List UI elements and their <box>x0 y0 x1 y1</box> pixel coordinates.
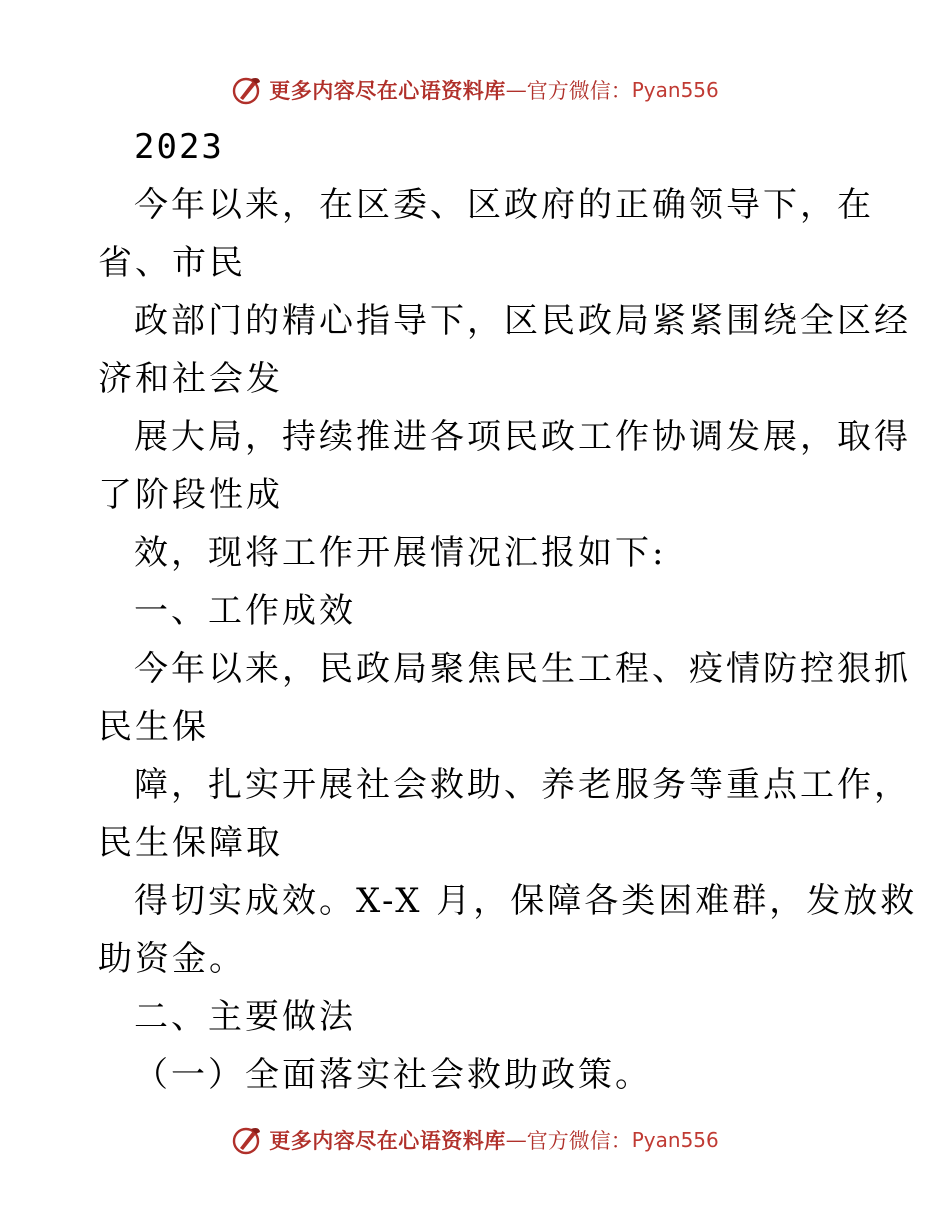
document-line: （一）全面落实社会救助政策。 <box>134 1055 652 1095</box>
document-line: 障，扎实开展社会救助、养老服务等重点工作， <box>134 765 911 805</box>
footer-watermark-banner <box>0 1120 950 1160</box>
document-line: 助资金。 <box>98 939 246 979</box>
document-line: 政部门的精心指导下，区民政局紧紧围绕全区经 <box>134 301 911 341</box>
banner-wechat-handle: Pyan556 <box>631 1128 719 1152</box>
document-line: 展大局，持续推进各项民政工作协调发展，取得 <box>134 417 911 457</box>
banner-separator: — <box>505 1128 527 1152</box>
document-line: 今年以来，在区委、区政府的正确领导下，在 <box>134 185 874 225</box>
quill-circle-icon <box>231 74 263 106</box>
document-line: 民生保障取 <box>98 823 283 863</box>
document-line: 效，现将工作开展情况汇报如下: <box>134 533 667 573</box>
document-body <box>98 118 918 1104</box>
document-line: 一、工作成效 <box>134 591 356 631</box>
document-line: 了阶段性成 <box>98 475 283 515</box>
banner-wechat-handle: Pyan556 <box>631 78 719 102</box>
document-line: 济和社会发 <box>98 359 283 399</box>
quill-circle-icon <box>231 1124 263 1156</box>
document-line: 二、主要做法 <box>134 997 356 1037</box>
header-watermark-banner <box>0 70 950 110</box>
document-line: 2023 <box>134 127 224 167</box>
document-line: 今年以来，民政局聚焦民生工程、疫情防控狠抓 <box>134 649 911 689</box>
banner-title: 更多内容尽在心语资料库 <box>269 1128 506 1153</box>
document-line: 得切实成效。X-X 月，保障各类困难群，发放救 <box>134 881 918 921</box>
banner-separator: — <box>505 78 527 102</box>
banner-contact-label: 官方微信： <box>526 79 632 103</box>
banner-contact-label: 官方微信： <box>526 1129 632 1153</box>
banner-title: 更多内容尽在心语资料库 <box>269 78 506 103</box>
document-line: 民生保 <box>98 707 209 747</box>
document-line: 省、市民 <box>98 243 246 283</box>
